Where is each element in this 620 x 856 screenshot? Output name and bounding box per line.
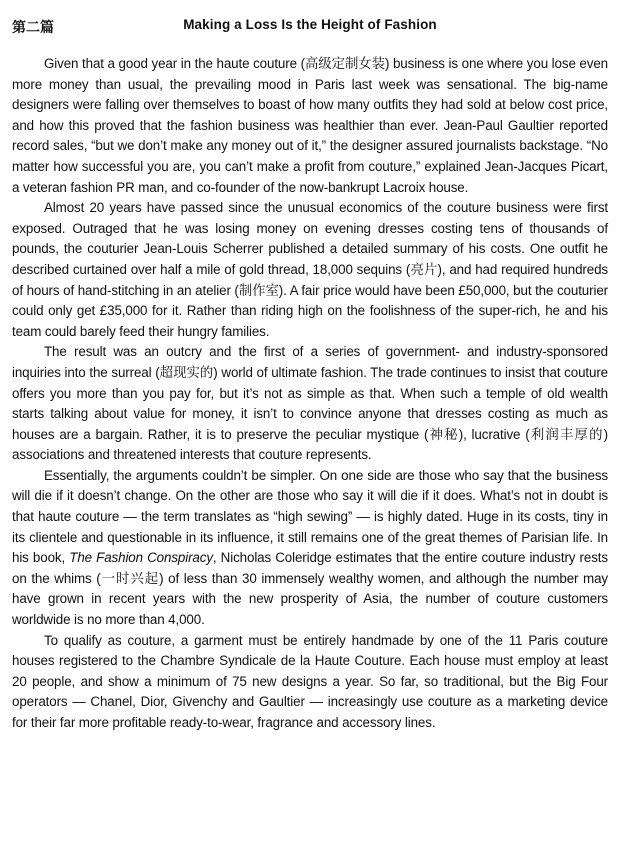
document-header	[12, 14, 608, 38]
article-title: Making a Loss Is the Height of Fashion	[183, 17, 437, 32]
article-body	[12, 54, 608, 734]
paragraph-2: Almost 20 years have passed since the unusual economics of the couture business were first exposed. Outraged that he was losing money on evening dresses costing tens of thousands of pounds, the couturier Jean-Louis Scherrer published a detailed summary of his costs. One outfit he described curtained over half a mile of gold thread, 18,000 sequins (亮片), and had required hundreds of hours of hand-stitching in an atelier (制作室). A fair price would have been £50,000, but the couturier could only get £35,000 for it. Rather than riding high on the foolishness of the super-rich, he and his team could barely feed their hungry families.	[12, 200, 608, 339]
paragraph-4-text-start: Essentially, the arguments couldn’t be simpler. On one side are those who say that the business will die if it doesn’t change. On the other are those who say it will die if it does. What’s not in doubt is that haute couture — the term translates as “high sewing” — is highly dated. Huge in its costs, tiny in its clientele and questionable in its influence, it still remains one of the great themes of Parisian life. In his book,	[12, 467, 608, 566]
paragraph-1: Given that a good year in the haute couture (高级定制女装) business is one where you lose even more money than usual, the prevailing mood in Paris last week was sensational. The big-name designers were falling over themselves to boast of how many outfits they had sold at below cost price, and how this proved that the fashion business was healthier than ever. Jean-Paul Gaultier reported record sales, “but we don’t make any money out of it,” the designer assured journalists backstage. “No matter how successful you are, you can’t make a profit from couture,” explained Jean-Jacques Picart, a veteran fashion PR man, and co-founder of the now-bankrupt Lacroix house.	[12, 56, 608, 195]
paragraph-4-text-end: , Nicholas Coleridge estimates that the entire couture industry rests on the whims (一时兴起) of less than 30 immensely wealthy women, and although the number may have grown in recent years with the new prosperity of Asia, the number of couture customers worldwide is no more than 4,000.	[12, 550, 608, 628]
section-label: 第二篇	[12, 20, 54, 36]
paragraph-4	[12, 466, 608, 631]
book-title: The Fashion Conspiracy	[69, 550, 213, 566]
paragraph-3: The result was an outcry and the first of a series of government- and industry-sponsored inquiries into the surreal (超现实的) world of ultimate fashion. The trade continues to insist that couture offers you more than you pay for, but it’s not as simple as that. When such a temple of old wealth starts talking about value for money, it isn’t to convince anyone that dresses costing as much as houses are a bargain. Rather, it is to preserve the peculiar mystique (神秘), lucrative (利润丰厚的) associations and threatened interests that couture represents.	[12, 344, 608, 463]
paragraph-5: To qualify as couture, a garment must be entirely handmade by one of the 11 Paris couture houses registered to the Chambre Syndicale de la Haute Couture. Each house must employ at least 20 people, and show a minimum of 75 new designs a year. So far, so traditional, but the Big Four operators — Chanel, Dior, Givenchy and Gaultier — increasingly use couture as a marketing device for their far more profitable ready-to-wear, fragrance and accessory lines.	[12, 632, 608, 730]
